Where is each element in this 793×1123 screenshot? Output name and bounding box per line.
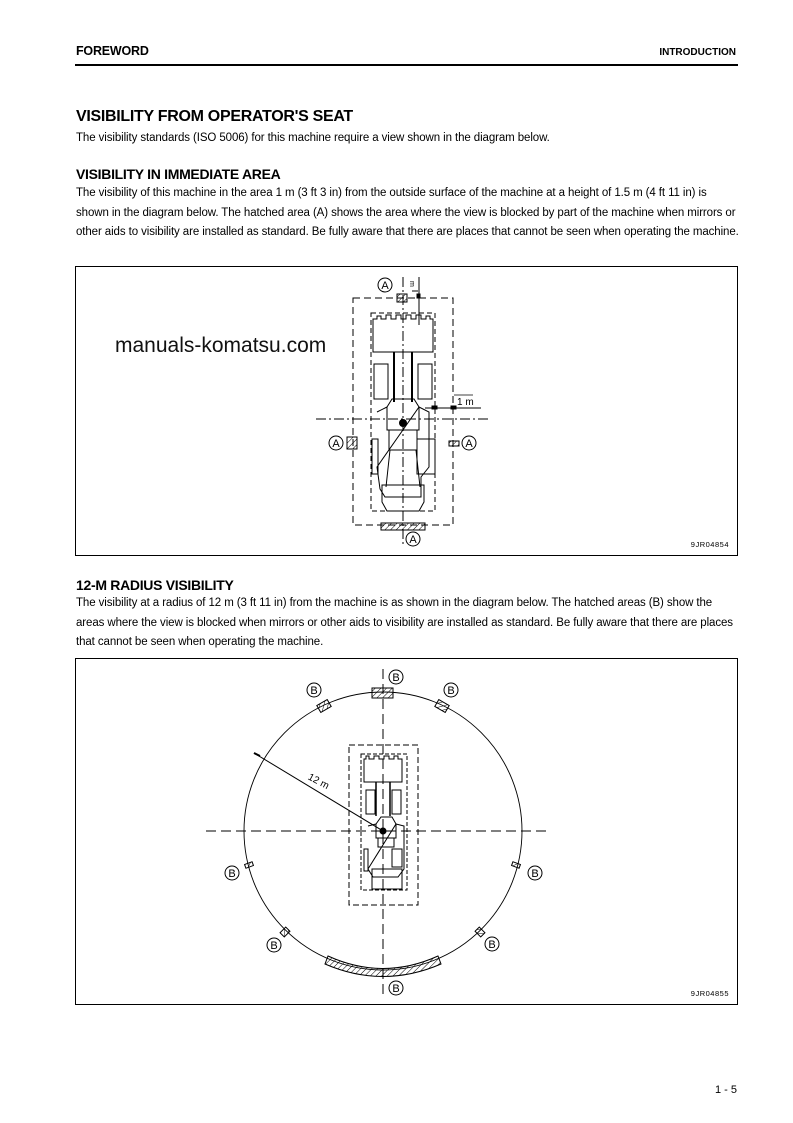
running-header-left: FOREWORD bbox=[76, 44, 149, 58]
label-a-rear: A bbox=[409, 534, 417, 546]
blind-spot-rear-left bbox=[280, 927, 290, 937]
figure-code: 9JR04854 bbox=[690, 540, 729, 549]
radius-label: 12 m bbox=[305, 771, 331, 792]
label-a-front: A bbox=[381, 280, 389, 292]
immediate-area-text: The visibility of this machine in the area 1 m (3 ft 3 in) from the outside surface of the machine at a height of 1.5 m (4 ft 11 in) is shown in the diagram below. The hatched area (A) shows the area where the view is blocked by part of the machine when mirrors or other aids to visibility are installed as standard. Be fully aware that there are places that cannot be seen when operating the machine. bbox=[76, 187, 739, 238]
label-b-front-right: B bbox=[447, 685, 455, 697]
operator-eye-point bbox=[380, 828, 387, 835]
immediate-area-diagram bbox=[75, 266, 738, 556]
label-b-rear-right: B bbox=[488, 939, 496, 951]
immediate-area-heading: VISIBILITY IN IMMEDIATE AREA bbox=[76, 166, 281, 182]
figure-code: 9JR04855 bbox=[690, 989, 729, 998]
blind-spot-front-left bbox=[317, 700, 331, 713]
page-number: 1 - 5 bbox=[714, 1084, 737, 1096]
label-b-rear-left: B bbox=[270, 940, 278, 952]
blind-spot-right bbox=[449, 441, 459, 446]
label-b-rear: B bbox=[392, 983, 400, 995]
label-a-left: A bbox=[332, 438, 340, 450]
dimension-1m-label: 1 m bbox=[457, 397, 474, 408]
blind-spot-left bbox=[245, 862, 254, 868]
radius-visibility-heading: 12-M RADIUS VISIBILITY bbox=[76, 577, 234, 593]
label-b-right: B bbox=[531, 868, 539, 880]
operator-eye-point bbox=[399, 419, 407, 427]
watermark: manuals-komatsu.com bbox=[115, 334, 327, 357]
radius-circle-diagram bbox=[76, 659, 737, 1004]
running-header-right: INTRODUCTION bbox=[659, 47, 736, 58]
radius-visibility-text: The visibility at a radius of 12 m (3 ft 11 in) from the machine is as shown in the diagram below. The hatched areas (B) show the areas where the view is blocked when mirrors or other aids to visibility are installed as standard. Be fully aware that there are places that cannot be seen when operating the machine. bbox=[76, 597, 733, 648]
section-title: VISIBILITY FROM OPERATOR'S SEAT bbox=[76, 108, 353, 125]
svg-text:m: m bbox=[408, 281, 415, 287]
blind-spot-front bbox=[372, 688, 393, 698]
blind-spot-rear-right bbox=[475, 927, 485, 937]
blind-spot-front-right bbox=[435, 700, 449, 713]
section-intro: The visibility standards (ISO 5006) for this machine require a view shown in the diagram below. bbox=[76, 132, 550, 144]
label-a-right: A bbox=[465, 438, 473, 450]
label-b-front-left: B bbox=[310, 685, 318, 697]
label-b-front: B bbox=[392, 672, 400, 684]
radius-visibility-diagram bbox=[75, 658, 738, 1005]
label-b-left: B bbox=[228, 868, 236, 880]
wheel-loader-topview-diagram bbox=[76, 267, 737, 555]
blind-spot-rear bbox=[381, 523, 425, 530]
blind-spot-left bbox=[347, 437, 357, 449]
blind-spot-right bbox=[512, 862, 521, 868]
header-divider bbox=[75, 64, 738, 66]
blind-spot-front bbox=[397, 294, 407, 302]
